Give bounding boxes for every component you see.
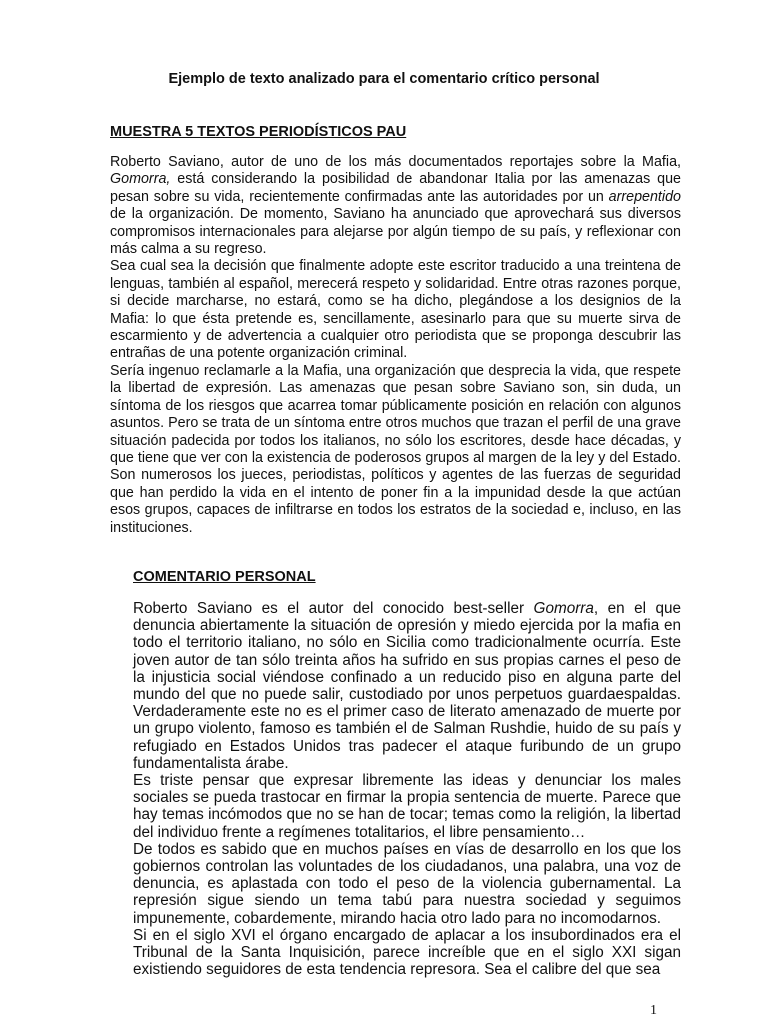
article-paragraph-3: Sería ingenuo reclamarle a la Mafia, una organización que desprecia la vida, que respete la libertad de expresión. Las amenazas que pesan sobre Saviano son, sin duda, un síntoma de los riesgos que acarrea tomar públicamente posición en relación con algunos asuntos. Pero se trata de un síntoma entre otros muchos que trazan el perfil de una grave situación padecida por todos los italianos, no sólo los escritores, desde hace décadas, y que tiene que ver con la existencia de poderosos grupos al margen de la ley y del Estado. Son numerosos los jueces, periodistas, políticos y agentes de las fuerzas de seguridad que han perdido la vida en el intento de poner fin a la impunidad desde la que actúan esos grupos, capaces de infiltrarse en todos los estratos de la sociedad e, incluso, en las instituciones. <box>110 362 681 536</box>
italic-book-title: Gomorra <box>533 600 594 617</box>
article-text <box>110 154 681 537</box>
italic-term: arrepentido <box>608 188 681 205</box>
section-heading-comentario: COMENTARIO PERSONAL <box>133 569 316 585</box>
commentary-paragraph-2: Es triste pensar que expresar libremente las ideas y denunciar los males sociales se pueda trastocar en firmar la propia sentencia de muerte. Parece que hay temas incómodos que no se han de tocar; temas como la religión, la libertad del individuo frente a regímenes totalitarios, el libre pensamiento… <box>133 772 681 841</box>
article-paragraph-2: Sea cual sea la decisión que finalmente adopte este escritor traducido a una treintena de lenguas, también al español, merecerá respeto y solidaridad. Entre otras razones porque, si decide marcharse, no estará, como se ha dicho, plegándose a los designios de la Mafia: lo que ésta pretende es, sencillamente, asesinarlo para que su muerte sirva de escarmiento y de advertencia a cualquier otro periodista que se proponga descubrir las entrañas de una potente organización criminal. <box>110 258 681 362</box>
commentary-paragraph-1 <box>133 600 681 772</box>
page-number: 1 <box>650 1003 657 1018</box>
text-run: de la organización. De momento, Saviano ha anunciado que aprovechará sus diversos compromisos internacionales para alejarse por algún tiempo de su país, y reflexionar con más calma a su regreso. <box>110 206 681 258</box>
section-heading-muestra: MUESTRA 5 TEXTOS PERIODÍSTICOS PAU <box>110 124 407 140</box>
text-run: , en el que denuncia abiertamente la situación de opresión y miedo ejercida por la mafia en todo el territorio italiano, no sólo en Sicilia como tradicionalmente ocurría. Este joven autor de tan sólo treinta años ha sufrido en sus propias carnes el peso de la injusticia social viéndose confinado a un reducido piso en alguna parte del mundo del que no puede salir, custodiado por unos perpetuos guardaespaldas. Verdaderamente este no es el primer caso de literato amenazado de muerte por un grupo violento, famoso es también el de Salman Rushdie, huido de su país y refugiado en Estados Unidos tras padecer el ataque furibundo de un grupo fundamentalista árabe. <box>133 600 681 772</box>
text-run: Roberto Saviano, autor de uno de los más documentados reportajes sobre la Mafia, <box>110 154 681 170</box>
text-run: Roberto Saviano es el autor del conocido best-seller <box>133 600 534 617</box>
text-run: está considerando la posibilidad de abandonar Italia por las amenazas que pesan sobre su vida, recientemente confirmadas ante las autoridades por un <box>110 171 681 205</box>
document-title: Ejemplo de texto analizado para el comentario crítico personal <box>168 71 600 87</box>
commentary-paragraph-3: De todos es sabido que en muchos países en vías de desarrollo en los que los gobiernos controlan las voluntades de los ciudadanos, una palabra, una voz de denuncia, es aplastada con todo el peso de la violencia gubernamental. La represión sigue siendo un tema tabú para nuestra sociedad y seguimos impunemente, cobardemente, mirando hacia otro lado para no incomodarnos. <box>133 840 681 927</box>
commentary-text <box>133 600 681 978</box>
commentary-paragraph-4: Si en el siglo XVI el órgano encargado de aplacar a los insubordinados era el Tribunal de la Santa Inquisición, parece increíble que en el siglo XXI sigan existiendo seguidores de esta tendencia represora. Sea el calibre del que sea <box>133 926 681 979</box>
italic-book-title: Gomorra, <box>110 171 171 188</box>
article-paragraph-1 <box>110 154 681 258</box>
